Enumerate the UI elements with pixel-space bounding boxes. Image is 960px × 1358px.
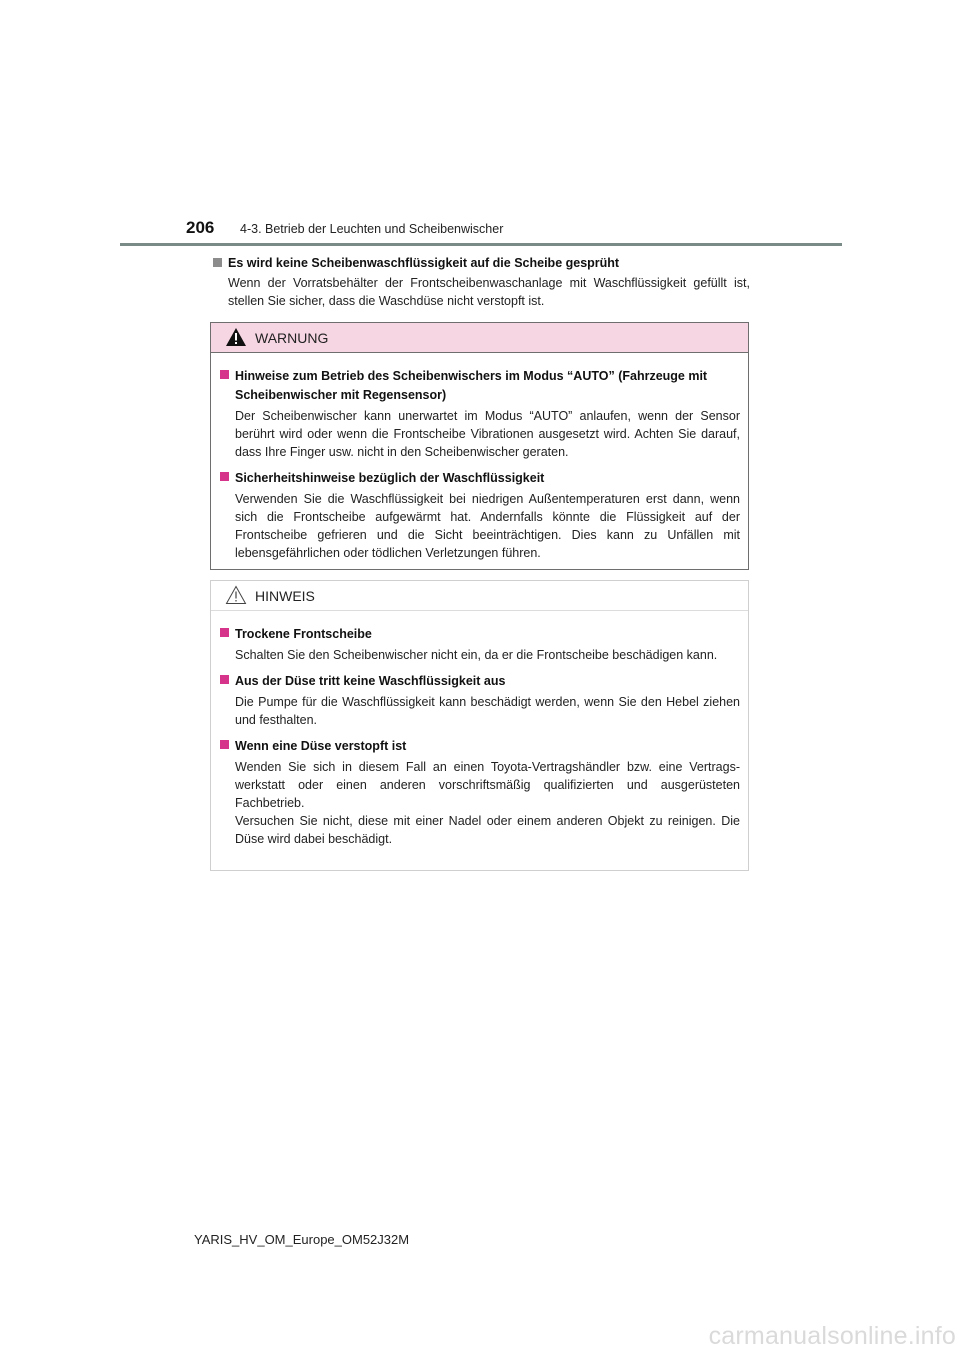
notice-item	[217, 672, 740, 729]
notice-item-text: Die Pumpe für die Waschflüssigkeit kann beschädigt werden, wenn Sie den Hebel ziehen und festhalten.	[235, 695, 740, 727]
warning-item-heading	[217, 367, 740, 405]
warning-box	[210, 322, 749, 570]
notice-box	[210, 580, 749, 871]
warning-item-heading-text: Hinweise zum Betrieb des Scheibenwischers im Modus “AUTO” (Fahrzeuge mit Scheibenwischer mit Regensensor)	[235, 369, 708, 402]
notice-item-text-2: Versuchen Sie nicht, diese mit einer Nadel oder einem anderen Objekt zu reinigen. Die Düse wird dabei beschädigt.	[235, 814, 740, 846]
notice-item-heading-text: Wenn eine Düse verstopft ist	[235, 739, 407, 753]
document-id: YARIS_HV_OM_Europe_OM52J32M	[194, 1232, 410, 1247]
warning-triangle-icon	[225, 327, 247, 352]
warning-item-text: Verwenden Sie die Waschflüssigkeit bei niedrigen Außentemperaturen erst dann, wenn sich die Frontscheibe aufgewärmt hat. Andernfalls könnte die Flüssigkeit auf der Frontscheibe gefrieren und die Sicht beeinträchtigen. Dies kann zu Unfällen mit lebensgefährlichen oder tödlichen Verletzungen führen.	[235, 492, 740, 560]
square-bullet-icon	[220, 472, 229, 481]
watermark: carmanualsonline.info	[708, 1322, 956, 1350]
intro-heading-text: Es wird keine Scheibenwaschflüssigkeit auf die Scheibe gesprüht	[228, 256, 620, 270]
notice-item	[217, 625, 740, 664]
warning-body	[211, 353, 748, 562]
section-title: 4-3. Betrieb der Leuchten und Scheibenwischer	[240, 222, 504, 236]
intro-section	[210, 255, 750, 310]
notice-label: HINWEIS	[255, 588, 315, 604]
square-bullet-icon	[213, 258, 222, 267]
notice-item-heading-text: Trockene Frontscheibe	[235, 627, 372, 641]
header-divider	[120, 243, 842, 246]
notice-item-heading	[217, 737, 740, 756]
warning-item	[217, 367, 740, 461]
square-bullet-icon	[220, 370, 229, 379]
intro-heading	[210, 255, 750, 271]
warning-item-text: Der Scheibenwischer kann unerwartet im Modus “AUTO” anlaufen, wenn der Sensor berührt wird oder wenn die Frontscheibe Vibrationen ausgesetzt wird. Achten Sie darauf, dass Ihre Finger usw. nicht in den Scheibenwischer geraten.	[235, 409, 740, 459]
notice-item	[217, 737, 740, 848]
caution-triangle-icon	[225, 585, 247, 610]
warning-item-heading-text: Sicherheitshinweise bezüglich der Waschflüssigkeit	[235, 471, 545, 485]
square-bullet-icon	[220, 740, 229, 749]
notice-body	[211, 611, 748, 848]
warning-item	[217, 469, 740, 562]
notice-item-heading-text: Aus der Düse tritt keine Waschflüssigkeit aus	[235, 674, 506, 688]
square-bullet-icon	[220, 628, 229, 637]
page-number: 206	[186, 218, 215, 237]
intro-text: Wenn der Vorratsbehälter der Frontscheibenwaschanlage mit Waschflüssigkeit gefüllt ist, stellen Sie sicher, dass die Waschdüse nicht verstopft ist.	[228, 276, 750, 308]
warning-item-heading	[217, 469, 740, 488]
notice-item-heading	[217, 672, 740, 691]
notice-item-text: Wenden Sie sich in diesem Fall an einen Toyota-Vertragshändler bzw. eine Vertrags-werkstatt oder einen anderen vorschriftsmäßig qualifizierten und ausgerüsteten Fachbetrieb.	[235, 760, 740, 810]
warning-label: WARNUNG	[255, 330, 329, 346]
warning-header	[211, 323, 748, 353]
notice-item-text: Schalten Sie den Scheibenwischer nicht ein, da er die Frontscheibe beschädigen kann.	[235, 648, 718, 662]
square-bullet-icon	[220, 675, 229, 684]
notice-item-heading	[217, 625, 740, 644]
notice-header	[211, 581, 748, 611]
